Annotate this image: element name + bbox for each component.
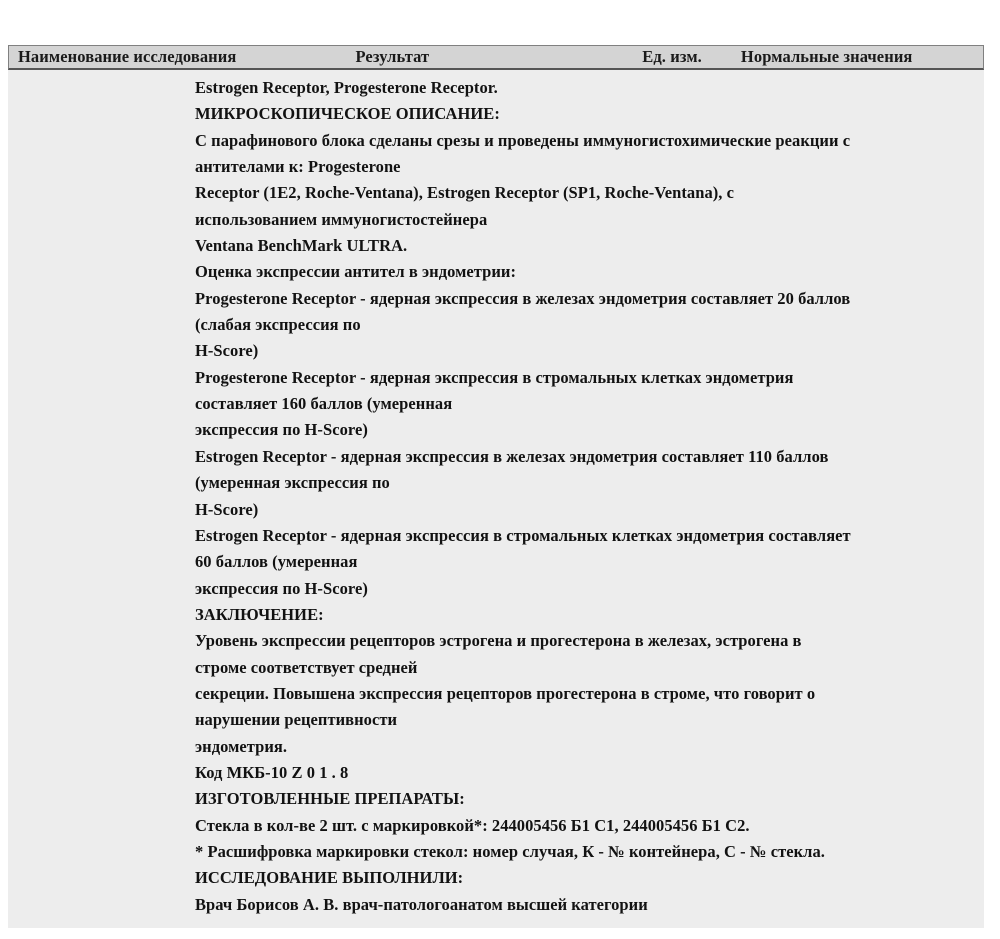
result-text-line: Estrogen Receptor - ядерная экспрессия в стромальных клетках эндометрия составляет xyxy=(195,525,851,545)
result-text-line: 60 баллов (умеренная xyxy=(195,552,358,572)
result-text-line: ЗАКЛЮЧЕНИЕ: xyxy=(195,604,324,624)
result-text-line: ИССЛЕДОВАНИЕ ВЫПОЛНИЛИ: xyxy=(195,868,464,888)
result-text-line: H-Score) xyxy=(195,341,259,361)
result-text-line: ИЗГОТОВЛЕННЫЕ ПРЕПАРАТЫ: xyxy=(195,789,465,809)
result-text-line: Уровень экспрессии рецепторов эстрогена и прогестерона в железах, эстрогена в xyxy=(195,631,802,651)
result-text-line: Оценка экспрессии антител в эндометрии: xyxy=(195,262,516,282)
result-text-line: Врач Борисов А. В. врач-патологоанатом высшей категории xyxy=(195,894,648,914)
result-text-line: антителами к: Progesterone xyxy=(195,157,401,177)
column-header-normal-values: Нормальные значения xyxy=(740,47,913,66)
result-text-line: МИКРОСКОПИЧЕСКОЕ ОПИСАНИЕ: xyxy=(195,104,500,124)
result-text-line: Стекла в кол-ве 2 шт. с маркировкой*: 244005456 Б1 С1, 244005456 Б1 С2. xyxy=(195,815,750,835)
result-text-line: экспрессия по H-Score) xyxy=(195,420,368,440)
result-text-line: Progesterone Receptor - ядерная экспрессия в стромальных клетках эндометрия xyxy=(195,367,794,387)
column-header-unit: Ед. изм. xyxy=(642,47,702,66)
results-table xyxy=(8,45,984,928)
result-text-line: Код МКБ-10 Z 0 1 . 8 xyxy=(195,762,349,782)
column-header-study-name: Наименование исследования xyxy=(18,47,237,66)
result-text-line: Estrogen Receptor, Progesterone Receptor. xyxy=(195,78,498,97)
result-text-line: использованием иммуногистостейнера xyxy=(195,209,488,229)
result-text-line: Ventana BenchMark ULTRA. xyxy=(195,236,408,256)
result-text-line: (умеренная экспрессия по xyxy=(195,473,390,493)
result-text-line: Progesterone Receptor - ядерная экспрессия в железах эндометрия составляет 20 баллов xyxy=(195,288,851,308)
result-text-line: * Расшифровка маркировки стекол: номер случая, К - № контейнера, С - № стекла. xyxy=(195,841,825,861)
result-text-line: Estrogen Receptor - ядерная экспрессия в железах эндометрия составляет 110 баллов xyxy=(195,446,829,466)
result-text-line: эндометрия. xyxy=(195,736,288,756)
result-text-line: Receptor (1E2, Roche-Ventana), Estrogen Receptor (SP1, Roche-Ventana), с xyxy=(195,183,735,203)
column-header-result: Результат xyxy=(355,47,430,66)
result-text-line: строме соответствует средней xyxy=(195,657,418,677)
result-text-line: экспрессия по H-Score) xyxy=(195,578,368,598)
result-text-line: секреции. Повышена экспрессия рецепторов прогестерона в строме, что говорит о xyxy=(195,683,816,703)
result-text-line: нарушении рецептивности xyxy=(195,710,398,730)
result-cell xyxy=(8,75,984,918)
result-text-line: (слабая экспрессия по xyxy=(195,315,361,335)
table-header-row xyxy=(8,45,984,70)
result-text-line: составляет 160 баллов (умеренная xyxy=(195,394,453,414)
table-body xyxy=(8,70,984,928)
result-text-line: H-Score) xyxy=(195,499,259,519)
result-text-line: С парафинового блока сделаны срезы и проведены иммуногистохимические реакции с xyxy=(195,130,851,150)
